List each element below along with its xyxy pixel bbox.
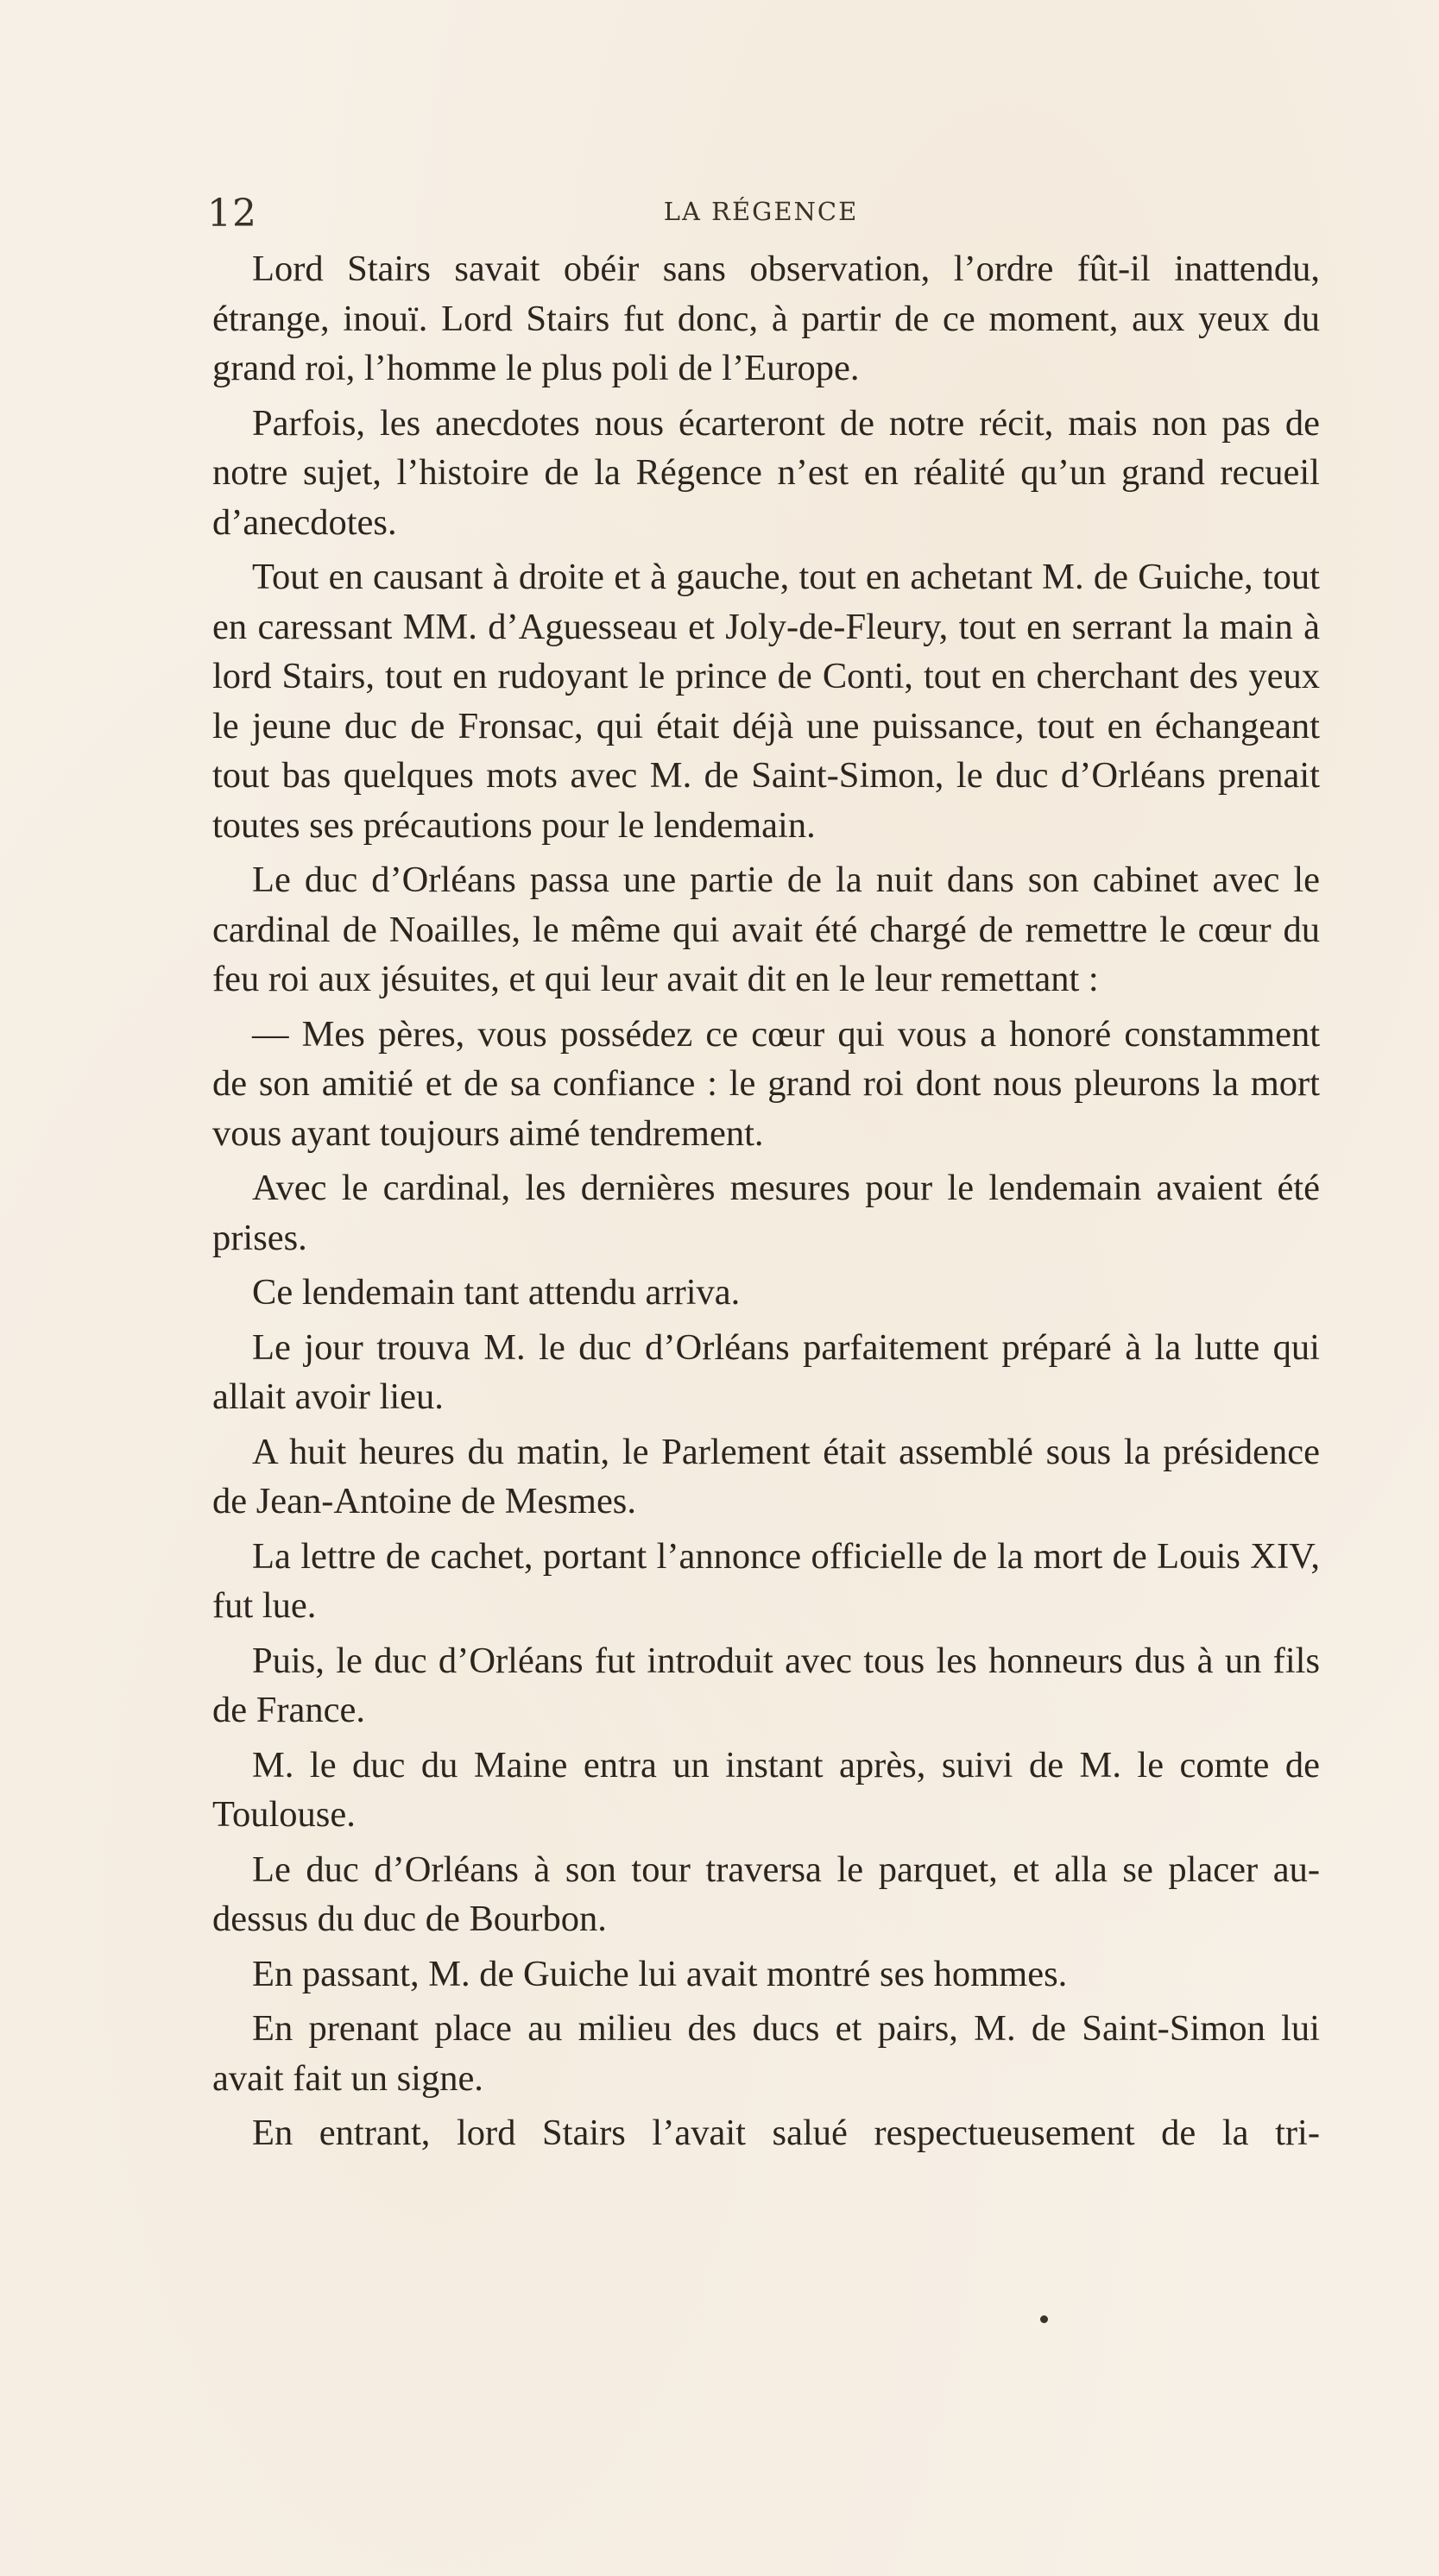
paragraph: Ce lendemain tant attendu arriva. bbox=[252, 1272, 741, 1313]
paragraph: Puis, le duc d’Orléans fut introduit avec tous les honneurs dus à un fils de France. bbox=[212, 1640, 1320, 1730]
body-text bbox=[212, 244, 1320, 2163]
paragraph: En passant, M. de Guiche lui avait montré ses hommes. bbox=[252, 1953, 1068, 1994]
paragraph-continued: En entrant, lord Stairs l’avait salué respectueusement de la tri- bbox=[252, 2113, 1320, 2153]
page-header bbox=[207, 192, 1315, 243]
paragraph: En prenant place au milieu des ducs et pairs, M. de Saint-Simon lui avait fait un signe. bbox=[212, 2008, 1320, 2099]
paragraph: — Mes pères, vous possédez ce cœur qui vous a honoré constamment de son amitié et de sa confiance : le grand roi dont nous pleurons la mort vous ayant toujours aimé tendrement. bbox=[212, 1013, 1320, 1154]
paragraph: Tout en causant à droite et à gauche, tout en achetant M. de Guiche, tout en caressant MM. d’Aguesseau et Joly-de-Fleury, tout en serrant la main à lord Stairs, tout en rudoyant le prince de Conti, tout en cherchant des yeux le jeune duc de Fronsac, qui était déjà une puissance, tout en échangeant tout bas quelques mots avec M. de Saint-Simon, le duc d’Orléans prenait toutes ses précautions pour le lendemain. bbox=[212, 557, 1320, 846]
running-title: LA RÉGENCE bbox=[663, 197, 859, 226]
paragraph: Avec le cardinal, les dernières mesures pour le lendemain avaient été prises. bbox=[212, 1168, 1320, 1258]
ink-dot bbox=[1040, 2315, 1048, 2323]
paragraph: Lord Stairs savait obéir sans observation, l’ordre fût-il inattendu, étrange, inouï. Lord Stairs fut donc, à partir de ce moment, aux yeux du grand roi, l’homme le plus poli de l’Europe. bbox=[212, 249, 1320, 388]
paragraph: Le jour trouva M. le duc d’Orléans parfaitement préparé à la lutte qui allait avoir lieu. bbox=[212, 1326, 1320, 1417]
paragraph: M. le duc du Maine entra un instant après, suivi de M. le comte de Toulouse. bbox=[212, 1744, 1320, 1835]
paragraph: La lettre de cachet, portant l’annonce officielle de la mort de Louis XIV, fut lue. bbox=[212, 1535, 1320, 1626]
page-number: 12 bbox=[207, 192, 257, 236]
paragraph: Parfois, les anecdotes nous écarteront de notre récit, mais non pas de notre sujet, l’histoire de la Régence n’est en réalité qu’un grand recueil d’anecdotes. bbox=[212, 402, 1320, 543]
paragraph: A huit heures du matin, le Parlement était assemblé sous la présidence de Jean-Antoine de Mesmes. bbox=[212, 1431, 1320, 1521]
paragraph: Le duc d’Orléans à son tour traversa le parquet, et alla se placer au-dessus du duc de Bourbon. bbox=[212, 1849, 1320, 1939]
paragraph: Le duc d’Orléans passa une partie de la nuit dans son cabinet avec le cardinal de Noailles, le même qui avait été chargé de remettre le cœur du feu roi aux jésuites, et qui leur avait dit en le leur remettant : bbox=[212, 860, 1320, 999]
